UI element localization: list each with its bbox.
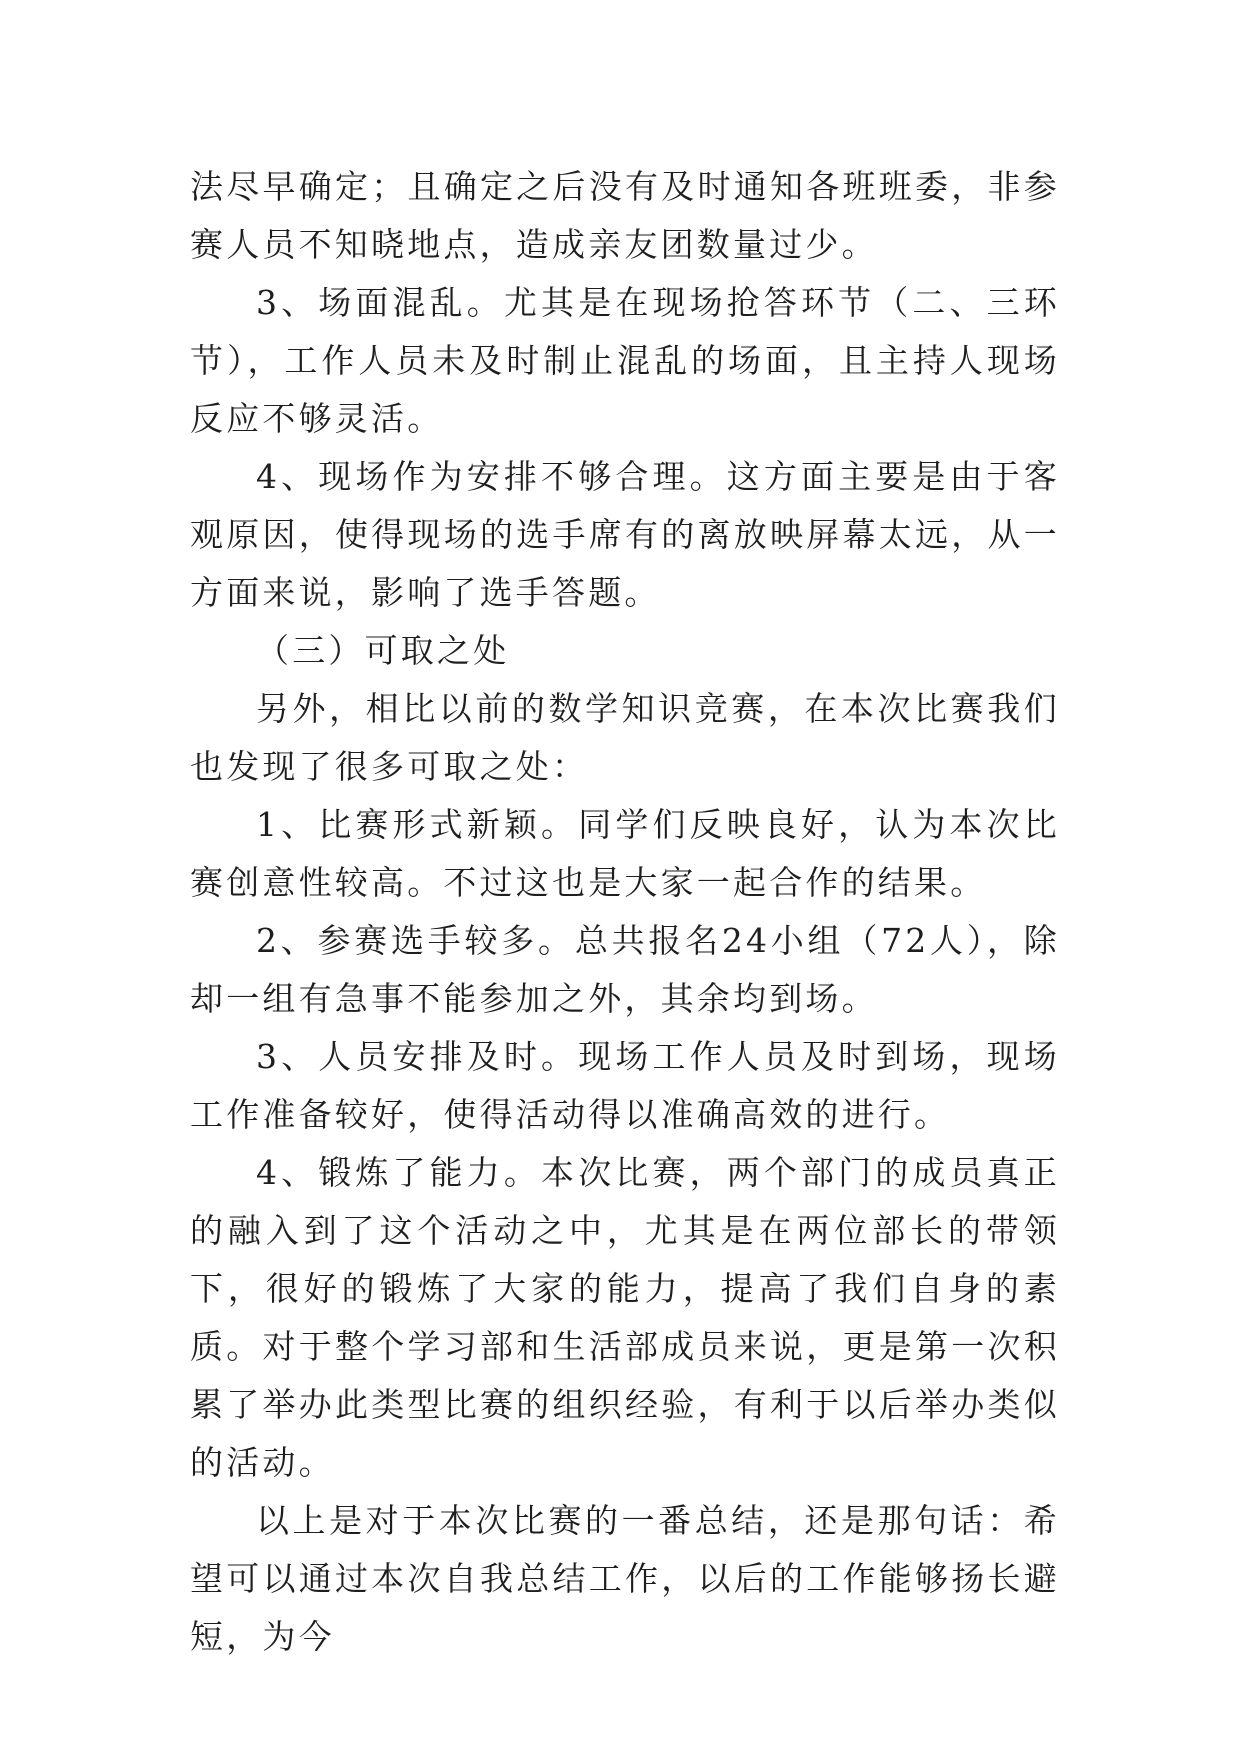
paragraph-merit-2: 2、参赛选手较多。总共报名24小组（72人），除却一组有急事不能参加之外，其余均到场。	[190, 921, 1060, 1018]
paragraph-continuation: 法尽早确定；且确定之后没有及时通知各班班委，非参赛人员不知晓地点，造成亲友团数量过少。	[190, 167, 1060, 264]
document-body	[190, 158, 1060, 1666]
paragraph-item-4-seating: 4、现场作为安排不够合理。这方面主要是由于客观原因，使得现场的选手席有的离放映屏幕太远，从一方面来说，影响了选手答题。	[190, 457, 1060, 612]
paragraph-merit-1: 1、比赛形式新颖。同学们反映良好，认为本次比赛创意性较高。不过这也是大家一起合作的结果。	[190, 805, 1060, 902]
section-heading-merits: （三）可取之处	[256, 631, 510, 670]
paragraph-merit-4: 4、锻炼了能力。本次比赛，两个部门的成员真正的融入到了这个活动之中，尤其是在两位部长的带领下，很好的锻炼了大家的能力，提高了我们自身的素质。对于整个学习部和生活部成员来说，更是第一次积累了举办此类型比赛的组织经验，有利于以后举办类似的活动。	[190, 1153, 1060, 1482]
paragraph-conclusion: 以上是对于本次比赛的一番总结，还是那句话：希望可以通过本次自我总结工作，以后的工作能够扬长避短，为今	[190, 1501, 1060, 1656]
paragraph-merit-3: 3、人员安排及时。现场工作人员及时到场，现场工作准备较好，使得活动得以准确高效的进行。	[190, 1037, 1060, 1134]
paragraph-merits-intro: 另外，相比以前的数学知识竞赛，在本次比赛我们也发现了很多可取之处：	[190, 689, 1060, 786]
paragraph-item-3-chaos: 3、场面混乱。尤其是在现场抢答环节（二、三环节），工作人员未及时制止混乱的场面，且主持人现场反应不够灵活。	[190, 283, 1060, 438]
